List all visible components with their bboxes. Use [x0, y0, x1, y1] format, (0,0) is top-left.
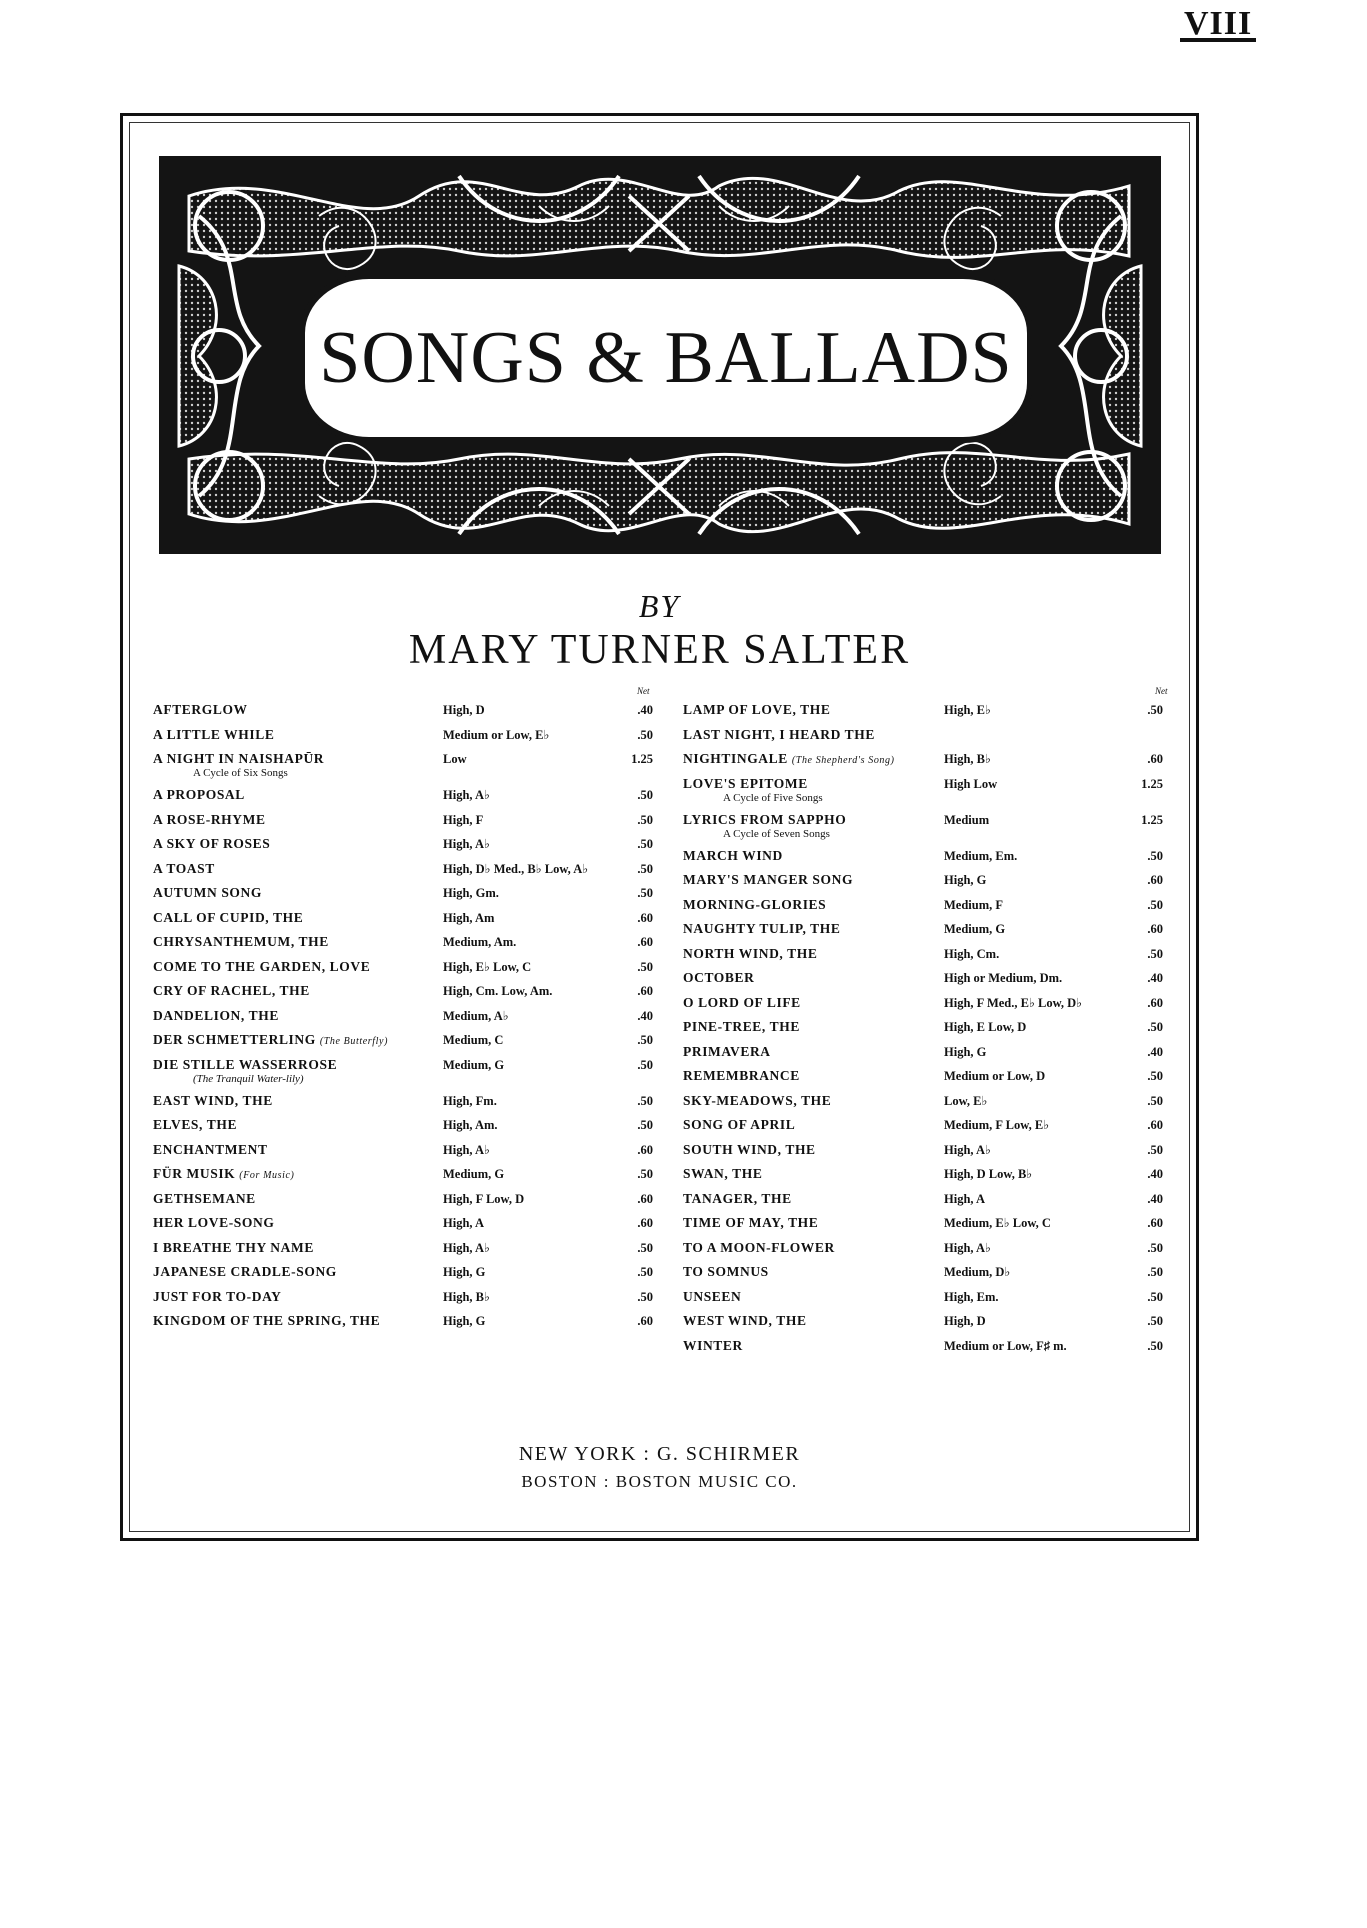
- song-price: .50: [637, 1093, 653, 1108]
- song-title: REMEMBRANCE: [683, 1068, 800, 1083]
- song-price: .50: [637, 1240, 653, 1255]
- song-title: SOUTH WIND, THE: [683, 1141, 816, 1157]
- song-title: TO A MOON-FLOWER: [683, 1239, 835, 1255]
- song-voice: Medium, Em.: [944, 848, 1018, 863]
- song-price: .50: [1147, 1265, 1163, 1279]
- song-voice: High, A: [443, 1216, 484, 1230]
- song-price: 1.25: [631, 752, 653, 766]
- song-voice: High, F Low, D: [443, 1191, 525, 1206]
- song-row: [683, 1040, 1183, 1065]
- song-row: [153, 1089, 665, 1114]
- song-row: [153, 1113, 665, 1138]
- song-row: [153, 1285, 665, 1310]
- song-title: GETHSEMANE: [153, 1190, 256, 1206]
- song-title: NIGHTINGALE (The Shepherd's Song): [683, 751, 895, 766]
- song-row: [153, 747, 665, 783]
- song-price: .60: [637, 1191, 653, 1206]
- page-title: SONGS & BALLADS: [319, 316, 1013, 399]
- song-row: [683, 1064, 1183, 1089]
- song-subtitle: A Cycle of Seven Songs: [723, 827, 830, 840]
- song-voice: Medium or Low, F♯ m.: [944, 1338, 1067, 1353]
- song-row: [153, 1309, 665, 1334]
- song-title: UNSEEN: [683, 1288, 742, 1304]
- song-row: [153, 1053, 665, 1089]
- song-title: PINE-TREE, THE: [683, 1019, 800, 1034]
- composer-name: MARY TURNER SALTER: [408, 627, 911, 673]
- song-voice: Medium or Low, D: [944, 1069, 1046, 1083]
- song-row: [153, 698, 665, 723]
- song-row: [153, 832, 665, 857]
- song-row: [683, 991, 1183, 1016]
- song-price: .50: [1147, 1240, 1163, 1255]
- song-voice: High, D Low, B♭: [944, 1167, 1033, 1181]
- song-price: .60: [637, 910, 653, 925]
- song-translation: (The Butterfly): [319, 1036, 388, 1047]
- song-title: JUST FOR TO-DAY: [153, 1288, 282, 1304]
- song-title: A PROPOSAL: [153, 787, 245, 802]
- song-voice: High, Am: [443, 910, 495, 925]
- song-voice: High, G: [944, 1044, 987, 1059]
- publisher-imprint: [123, 1440, 1196, 1496]
- song-voice: High, A♭: [443, 1142, 490, 1157]
- song-title: JAPANESE CRADLE-SONG: [153, 1264, 337, 1279]
- song-voice: Medium, G: [443, 1057, 505, 1072]
- song-voice: High, Gm.: [443, 886, 499, 900]
- song-price: .50: [1147, 1289, 1163, 1304]
- song-title: MORNING-GLORIES: [683, 896, 827, 912]
- song-price: .50: [1147, 703, 1163, 717]
- song-row: [683, 1236, 1183, 1261]
- song-voice: Medium, Am.: [443, 935, 517, 949]
- net-header: Net: [1155, 686, 1168, 696]
- song-voice: High or Medium, Dm.: [944, 971, 1063, 985]
- song-row: [153, 723, 665, 748]
- song-row: [683, 1334, 1183, 1359]
- song-row: [153, 1028, 665, 1053]
- song-row: [683, 1162, 1183, 1187]
- song-title: EAST WIND, THE: [153, 1092, 273, 1108]
- song-title: I BREATHE THY NAME: [153, 1239, 314, 1255]
- song-price: 1.25: [1141, 812, 1163, 827]
- song-title: CRY OF RACHEL, THE: [153, 983, 310, 998]
- song-title: TANAGER, THE: [683, 1190, 792, 1206]
- song-title: A LITTLE WHILE: [153, 726, 275, 742]
- song-voice: Medium, G: [443, 1167, 505, 1181]
- song-title: A NIGHT IN NAISHAPŪR: [153, 751, 325, 766]
- song-price: .60: [1147, 873, 1163, 887]
- song-row: [153, 955, 665, 980]
- song-title: TIME OF MAY, THE: [683, 1215, 819, 1230]
- song-price: .50: [637, 1118, 653, 1132]
- song-price: .60: [637, 1142, 653, 1157]
- song-title: TO SOMNUS: [683, 1264, 769, 1279]
- publisher-line-boston: BOSTON : BOSTON MUSIC CO.: [521, 1472, 798, 1491]
- song-price: .40: [1147, 1167, 1163, 1181]
- song-voice: Low, E♭: [944, 1093, 988, 1108]
- song-voice: High, A♭: [944, 1240, 991, 1255]
- song-row: [683, 868, 1183, 893]
- song-row: [683, 747, 1183, 772]
- song-voice: High, A♭: [443, 837, 490, 851]
- ornamental-banner: [159, 156, 1161, 554]
- song-list-right: [683, 686, 1183, 1358]
- song-title: WEST WIND, THE: [683, 1313, 807, 1328]
- song-price: .60: [637, 1216, 653, 1230]
- song-voice: Medium, D♭: [944, 1265, 1011, 1279]
- song-title: LYRICS FROM SAPPHO: [683, 811, 847, 827]
- song-voice: High, B♭: [944, 752, 991, 766]
- song-row: [683, 1211, 1183, 1236]
- song-price: .50: [1147, 1338, 1163, 1353]
- song-price: .50: [1147, 1142, 1163, 1157]
- song-price: .60: [637, 935, 653, 949]
- song-voice: High, E♭ Low, C: [443, 959, 532, 974]
- song-row: [683, 1285, 1183, 1310]
- song-voice: High, G: [443, 1265, 486, 1279]
- song-title: LAST NIGHT, I HEARD THE: [683, 726, 875, 742]
- song-row: [153, 881, 665, 906]
- song-row: [683, 808, 1183, 844]
- song-price: .40: [637, 703, 653, 717]
- song-title: A ROSE-RHYME: [153, 811, 266, 827]
- song-voice: Medium, F Low, E♭: [944, 1118, 1050, 1132]
- song-row: [153, 1260, 665, 1285]
- song-price: .60: [1147, 1216, 1163, 1230]
- song-subtitle: A Cycle of Five Songs: [723, 791, 823, 804]
- song-row: [683, 1138, 1183, 1163]
- song-voice: Medium: [944, 812, 990, 827]
- song-price: .50: [637, 1289, 653, 1304]
- song-voice: High, F: [443, 812, 484, 827]
- song-title: AUTUMN SONG: [153, 885, 262, 900]
- song-voice: Low: [443, 752, 467, 766]
- song-row: [683, 772, 1183, 808]
- song-title: FÜR MUSIK (For Music): [153, 1166, 295, 1181]
- song-voice: High, F Med., E♭ Low, D♭: [944, 995, 1083, 1010]
- song-title: PRIMAVERA: [683, 1043, 771, 1059]
- song-row: [683, 1089, 1183, 1114]
- song-row: [683, 1309, 1183, 1334]
- song-price: .50: [1147, 946, 1163, 961]
- song-voice: High Low: [944, 776, 998, 791]
- song-title: SWAN, THE: [683, 1166, 763, 1181]
- song-title: MARY'S MANGER SONG: [683, 872, 854, 887]
- song-voice: Medium, G: [944, 922, 1006, 936]
- song-list-left: [153, 686, 665, 1334]
- song-voice: High, A: [944, 1191, 985, 1206]
- song-price: .50: [1147, 1020, 1163, 1034]
- song-price: .50: [1147, 1069, 1163, 1083]
- by-label: BY: [638, 588, 681, 624]
- song-price: .50: [637, 886, 653, 900]
- song-voice: High, Cm.: [944, 946, 1000, 961]
- song-title: LAMP OF LOVE, THE: [683, 702, 831, 717]
- song-row: [683, 893, 1183, 918]
- song-price: .50: [637, 1033, 653, 1047]
- song-row: [153, 1187, 665, 1212]
- song-row: [153, 979, 665, 1004]
- song-row: [683, 723, 1183, 748]
- song-row: [153, 857, 665, 882]
- song-row: [153, 808, 665, 833]
- song-row: [683, 942, 1183, 967]
- song-price: .50: [1147, 897, 1163, 912]
- song-price: .50: [637, 1265, 653, 1279]
- song-price: .40: [1147, 1191, 1163, 1206]
- song-title: OCTOBER: [683, 970, 755, 985]
- song-title: NAUGHTY TULIP, THE: [683, 921, 841, 936]
- song-row: [153, 1211, 665, 1236]
- song-voice: High, D: [944, 1314, 986, 1328]
- song-price: .60: [1147, 995, 1163, 1010]
- song-voice: High, G: [944, 873, 987, 887]
- song-title: SKY-MEADOWS, THE: [683, 1092, 832, 1108]
- song-voice: Medium, E♭ Low, C: [944, 1216, 1051, 1230]
- song-title: ELVES, THE: [153, 1117, 238, 1132]
- song-title: A SKY OF ROSES: [153, 836, 271, 851]
- song-voice: Medium, A♭: [443, 1008, 509, 1023]
- song-title: COME TO THE GARDEN, LOVE: [153, 958, 371, 974]
- song-voice: High, Am.: [443, 1118, 498, 1132]
- song-voice: High, A♭: [443, 1240, 490, 1255]
- song-title: DER SCHMETTERLING (The Butterfly): [153, 1032, 388, 1047]
- song-price: .50: [637, 837, 653, 851]
- song-row: [153, 1236, 665, 1261]
- song-row: [683, 1187, 1183, 1212]
- song-price: .50: [637, 812, 653, 827]
- song-voice: High, A♭: [944, 1142, 991, 1157]
- song-price: .50: [637, 959, 653, 974]
- song-voice: High, B♭: [443, 1289, 490, 1304]
- publisher-line-new-york: NEW YORK : G. SCHIRMER: [518, 1443, 801, 1465]
- song-voice: High, Em.: [944, 1289, 999, 1304]
- song-voice: Medium, C: [443, 1033, 504, 1047]
- song-price: .50: [1147, 848, 1163, 863]
- song-price: .40: [1147, 971, 1163, 985]
- song-row: [683, 966, 1183, 991]
- song-price: .60: [637, 984, 653, 998]
- song-voice: High, Cm. Low, Am.: [443, 984, 553, 998]
- song-translation: (The Shepherd's Song): [791, 755, 895, 766]
- song-price: .50: [637, 788, 653, 802]
- song-voice: High, A♭: [443, 788, 490, 802]
- song-row: [153, 1138, 665, 1163]
- title-panel: [299, 273, 1033, 443]
- song-row: [153, 930, 665, 955]
- song-price: .60: [1147, 1118, 1163, 1132]
- song-price: .50: [637, 861, 653, 876]
- song-price: .40: [1147, 1044, 1163, 1059]
- song-row: [683, 1015, 1183, 1040]
- song-voice: High, D: [443, 703, 485, 717]
- song-price: 1.25: [1141, 776, 1163, 791]
- song-title: NORTH WIND, THE: [683, 945, 818, 961]
- page-frame: [120, 113, 1199, 1541]
- song-title: SONG OF APRIL: [683, 1117, 796, 1132]
- song-translation: (For Music): [239, 1170, 295, 1181]
- song-price: .50: [637, 1167, 653, 1181]
- song-subtitle: A Cycle of Six Songs: [193, 767, 288, 779]
- song-title: CHRYSANTHEMUM, THE: [153, 934, 329, 949]
- page-number-mark: VIII: [1180, 10, 1256, 42]
- song-title: DIE STILLE WASSERROSE: [153, 1056, 338, 1072]
- song-voice: Medium or Low, E♭: [443, 727, 550, 742]
- song-title: ENCHANTMENT: [153, 1141, 268, 1157]
- song-price: .50: [637, 1057, 653, 1072]
- song-price: .60: [1147, 752, 1163, 766]
- song-row: [683, 917, 1183, 942]
- song-row: [683, 698, 1183, 723]
- song-row: [153, 1162, 665, 1187]
- song-row: [153, 1004, 665, 1029]
- song-title: MARCH WIND: [683, 847, 783, 863]
- song-title: HER LOVE-SONG: [153, 1215, 275, 1230]
- song-voice: High, E♭: [944, 703, 991, 717]
- song-row: [683, 844, 1183, 869]
- song-title: DANDELION, THE: [153, 1007, 279, 1023]
- song-title: O LORD OF LIFE: [683, 994, 801, 1010]
- song-voice: High, E Low, D: [944, 1020, 1027, 1034]
- song-price: .60: [1147, 922, 1163, 936]
- song-price: .50: [1147, 1314, 1163, 1328]
- song-voice: High, G: [443, 1314, 486, 1328]
- song-title: A TOAST: [153, 860, 215, 876]
- net-header: Net: [637, 686, 650, 696]
- song-price: .50: [1147, 1093, 1163, 1108]
- song-subtitle: (The Tranquil Water-lily): [193, 1072, 304, 1085]
- song-title: WINTER: [683, 1337, 743, 1353]
- song-title: CALL OF CUPID, THE: [153, 909, 304, 925]
- song-voice: High, D♭ Med., B♭ Low, A♭: [443, 861, 589, 876]
- song-price: .60: [637, 1314, 653, 1328]
- song-row: [153, 906, 665, 931]
- song-row: [683, 1113, 1183, 1138]
- song-voice: High, Fm.: [443, 1093, 497, 1108]
- song-row: [153, 783, 665, 808]
- song-title: AFTERGLOW: [153, 702, 248, 717]
- song-title: KINGDOM OF THE SPRING, THE: [153, 1313, 381, 1328]
- song-price: .40: [637, 1008, 653, 1023]
- song-row: [683, 1260, 1183, 1285]
- song-title: LOVE'S EPITOME: [683, 775, 808, 791]
- song-price: .50: [637, 727, 653, 742]
- song-voice: Medium, F: [944, 897, 1004, 912]
